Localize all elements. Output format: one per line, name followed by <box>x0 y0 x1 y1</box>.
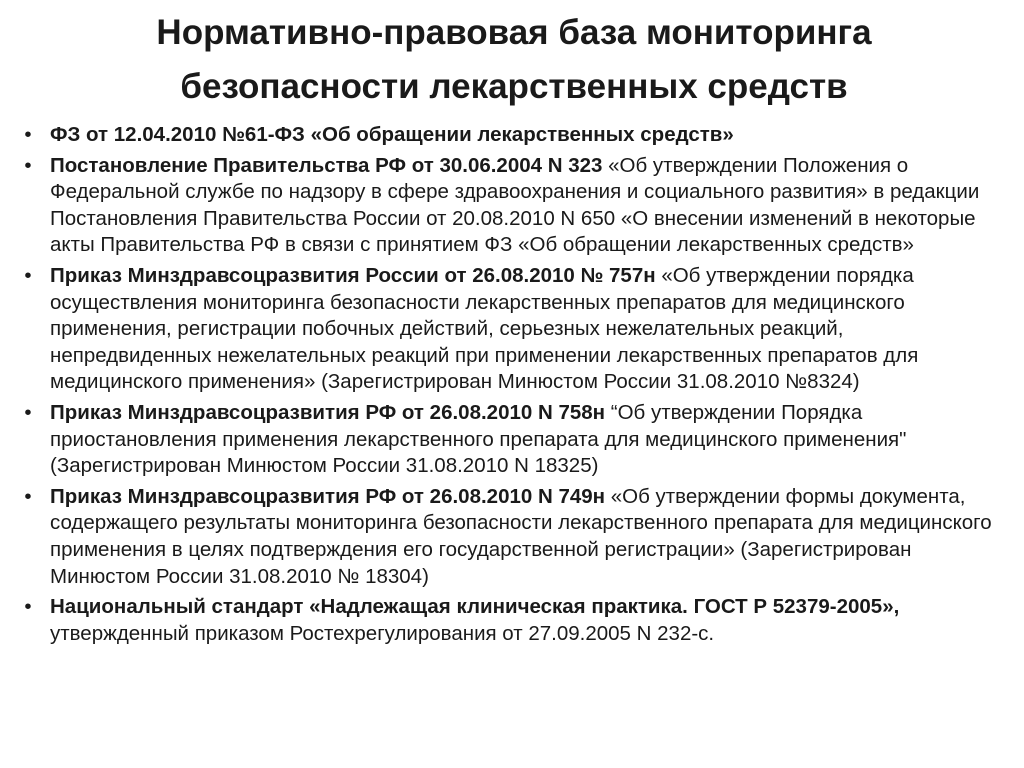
list-item <box>18 484 1010 590</box>
list-item <box>18 122 1010 149</box>
item-heading: Постановление Правительства РФ от 30.06.2004 N 323 <box>50 153 603 177</box>
bullet-icon: • <box>24 123 32 146</box>
list-item <box>18 400 1010 480</box>
list-item <box>18 153 1010 259</box>
bullet-icon: • <box>24 595 32 619</box>
bullet-icon: • <box>24 153 32 177</box>
item-heading: Национальный стандарт «Надлежащая клиническая практика. ГОСТ Р 52379-2005», <box>50 595 900 619</box>
item-description: «Об утверждении порядка осуществления мониторинга безопасности лекарственных препаратов для медицинского применения, регистрации побочных действий, серьезных нежелательных реакций, непредвиденных нежелательных реакций при применении лекарственных препаратов для медицинского применения» (Зарегистрирован Минюстом России 31.08.2010 №8324) <box>50 263 919 394</box>
list-item <box>18 594 1010 647</box>
regulation-list <box>18 122 1010 647</box>
item-description: «Об утверждении Положения о Федеральной службе по надзору в сфере здравоохранения и социального развития» в редакции Постановления Правительства России от 20.08.2010 N 650 «О внесении изменений в некоторые акты Правительства РФ в связи с принятием ФЗ «Об обращении лекарственных средств» <box>50 153 980 257</box>
item-heading: Приказ Минздравсоцразвития РФ от 26.08.2010 N 758н <box>50 400 606 424</box>
item-heading: Приказ Минздравсоцразвития РФ от 26.08.2010 N 749н <box>50 484 606 508</box>
bullet-icon: • <box>24 263 32 287</box>
item-heading: ФЗ от 12.04.2010 №61-ФЗ «Об обращении лекарственных средств» <box>50 123 734 146</box>
item-description: “Об утверждении Порядка приостановления применения лекарственного препарата для медицинского применения"(Зарегистрирован Минюстом России 31.08.2010 N 18325) <box>50 400 907 478</box>
item-description: утвержденный приказом Ростехрегулирования от 27.09.2005 N 232-с. <box>50 621 715 645</box>
item-description: «Об утверждении формы документа, содержащего результаты мониторинга безопасности лекарственного препарата для медицинского применения в целях подтверждения его государственной регистрации» (Зарегистрирован Минюстом России 31.08.2010 № 18304) <box>50 484 992 588</box>
list-item <box>18 263 1010 396</box>
page-title <box>18 6 1010 114</box>
item-heading: Приказ Минздравсоцразвития России от 26.08.2010 № 757н <box>50 263 656 287</box>
page-title-line-1: Нормативно-правовая база мониторинга <box>156 13 872 52</box>
bullet-icon: • <box>24 484 32 508</box>
page-title-line-2: безопасности лекарственных средств <box>180 67 848 106</box>
bullet-icon: • <box>24 400 32 424</box>
